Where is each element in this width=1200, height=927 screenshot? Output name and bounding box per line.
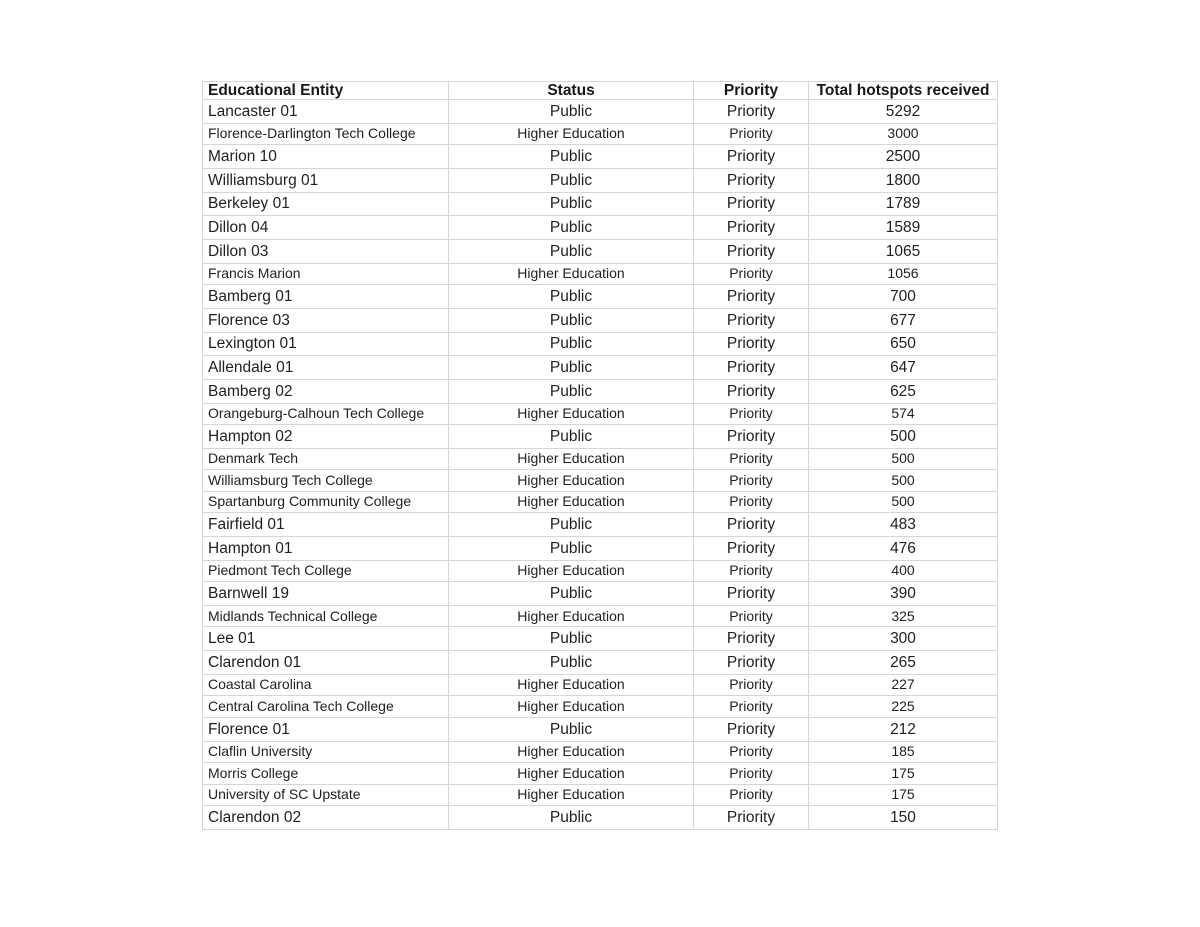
cell-educational-entity: Marion 10: [203, 145, 449, 169]
cell-educational-entity: Claflin University: [203, 741, 449, 763]
cell-status: Higher Education: [449, 560, 694, 582]
cell-status: Public: [449, 356, 694, 380]
cell-total-hotspots-received: 625: [809, 379, 998, 403]
table-row: [203, 491, 998, 513]
table-row: [203, 356, 998, 380]
table-row: [203, 741, 998, 763]
cell-total-hotspots-received: 175: [809, 763, 998, 785]
cell-educational-entity: Orangeburg-Calhoun Tech College: [203, 403, 449, 425]
table-row: [203, 470, 998, 492]
cell-status: Public: [449, 379, 694, 403]
cell-priority: Priority: [694, 379, 809, 403]
cell-educational-entity: Dillon 04: [203, 216, 449, 240]
cell-status: Public: [449, 717, 694, 741]
table-row: [203, 560, 998, 582]
cell-status: Higher Education: [449, 470, 694, 492]
cell-priority: Priority: [694, 403, 809, 425]
cell-educational-entity: Clarendon 02: [203, 806, 449, 830]
cell-total-hotspots-received: 647: [809, 356, 998, 380]
cell-total-hotspots-received: 574: [809, 403, 998, 425]
table-row: [203, 403, 998, 425]
column-header-total-hotspots-received: Total hotspots received: [809, 82, 998, 100]
cell-priority: Priority: [694, 513, 809, 537]
cell-educational-entity: Hampton 02: [203, 425, 449, 449]
cell-status: Public: [449, 582, 694, 606]
cell-educational-entity: Dillon 03: [203, 240, 449, 264]
cell-status: Public: [449, 425, 694, 449]
cell-status: Higher Education: [449, 763, 694, 785]
cell-educational-entity: Piedmont Tech College: [203, 560, 449, 582]
cell-educational-entity: Florence 03: [203, 308, 449, 332]
cell-priority: Priority: [694, 537, 809, 561]
cell-total-hotspots-received: 2500: [809, 145, 998, 169]
cell-priority: Priority: [694, 696, 809, 718]
cell-total-hotspots-received: 300: [809, 627, 998, 651]
cell-priority: Priority: [694, 308, 809, 332]
table-row: [203, 285, 998, 309]
cell-status: Public: [449, 216, 694, 240]
cell-educational-entity: Spartanburg Community College: [203, 491, 449, 513]
cell-priority: Priority: [694, 216, 809, 240]
table-row: [203, 605, 998, 627]
cell-total-hotspots-received: 325: [809, 605, 998, 627]
cell-educational-entity: Williamsburg 01: [203, 168, 449, 192]
cell-educational-entity: Lancaster 01: [203, 100, 449, 124]
cell-total-hotspots-received: 500: [809, 491, 998, 513]
table-row: [203, 240, 998, 264]
table-row: [203, 513, 998, 537]
cell-total-hotspots-received: 5292: [809, 100, 998, 124]
cell-status: Higher Education: [449, 784, 694, 806]
cell-priority: Priority: [694, 651, 809, 675]
cell-priority: Priority: [694, 717, 809, 741]
cell-status: Public: [449, 100, 694, 124]
cell-total-hotspots-received: 225: [809, 696, 998, 718]
cell-educational-entity: Francis Marion: [203, 263, 449, 285]
cell-total-hotspots-received: 700: [809, 285, 998, 309]
cell-status: Higher Education: [449, 741, 694, 763]
cell-priority: Priority: [694, 285, 809, 309]
cell-priority: Priority: [694, 425, 809, 449]
cell-total-hotspots-received: 1065: [809, 240, 998, 264]
cell-status: Higher Education: [449, 491, 694, 513]
cell-educational-entity: Lee 01: [203, 627, 449, 651]
cell-educational-entity: Berkeley 01: [203, 192, 449, 216]
cell-status: Public: [449, 513, 694, 537]
cell-priority: Priority: [694, 332, 809, 356]
cell-priority: Priority: [694, 123, 809, 145]
table-row: [203, 332, 998, 356]
cell-educational-entity: Midlands Technical College: [203, 605, 449, 627]
cell-status: Public: [449, 145, 694, 169]
cell-total-hotspots-received: 483: [809, 513, 998, 537]
cell-priority: Priority: [694, 240, 809, 264]
cell-total-hotspots-received: 265: [809, 651, 998, 675]
table-row: [203, 168, 998, 192]
table-row: [203, 696, 998, 718]
cell-status: Public: [449, 240, 694, 264]
table-row: [203, 192, 998, 216]
column-header-priority: Priority: [694, 82, 809, 100]
cell-status: Public: [449, 627, 694, 651]
cell-status: Higher Education: [449, 674, 694, 696]
cell-total-hotspots-received: 1589: [809, 216, 998, 240]
table-row: [203, 448, 998, 470]
cell-status: Public: [449, 651, 694, 675]
cell-priority: Priority: [694, 145, 809, 169]
table-row: [203, 674, 998, 696]
cell-educational-entity: Morris College: [203, 763, 449, 785]
cell-total-hotspots-received: 1789: [809, 192, 998, 216]
cell-educational-entity: Florence-Darlington Tech College: [203, 123, 449, 145]
cell-total-hotspots-received: 1056: [809, 263, 998, 285]
cell-status: Higher Education: [449, 263, 694, 285]
cell-priority: Priority: [694, 168, 809, 192]
cell-total-hotspots-received: 3000: [809, 123, 998, 145]
table-row: [203, 784, 998, 806]
table-row: [203, 123, 998, 145]
cell-status: Higher Education: [449, 403, 694, 425]
cell-total-hotspots-received: 650: [809, 332, 998, 356]
table-row: [203, 100, 998, 124]
cell-total-hotspots-received: 500: [809, 425, 998, 449]
cell-educational-entity: Bamberg 02: [203, 379, 449, 403]
table-row: [203, 806, 998, 830]
table-row: [203, 379, 998, 403]
cell-educational-entity: Hampton 01: [203, 537, 449, 561]
cell-educational-entity: Allendale 01: [203, 356, 449, 380]
table-row: [203, 216, 998, 240]
table-row: [203, 763, 998, 785]
cell-priority: Priority: [694, 806, 809, 830]
cell-educational-entity: Clarendon 01: [203, 651, 449, 675]
cell-status: Higher Education: [449, 605, 694, 627]
cell-priority: Priority: [694, 356, 809, 380]
table-row: [203, 627, 998, 651]
cell-status: Higher Education: [449, 123, 694, 145]
column-header-educational-entity: Educational Entity: [203, 82, 449, 100]
table-row: [203, 717, 998, 741]
cell-status: Public: [449, 332, 694, 356]
cell-total-hotspots-received: 400: [809, 560, 998, 582]
table-row: [203, 651, 998, 675]
cell-priority: Priority: [694, 263, 809, 285]
cell-priority: Priority: [694, 784, 809, 806]
cell-educational-entity: Williamsburg Tech College: [203, 470, 449, 492]
cell-priority: Priority: [694, 192, 809, 216]
cell-educational-entity: Denmark Tech: [203, 448, 449, 470]
cell-educational-entity: Coastal Carolina: [203, 674, 449, 696]
cell-educational-entity: Central Carolina Tech College: [203, 696, 449, 718]
cell-priority: Priority: [694, 100, 809, 124]
cell-educational-entity: Florence 01: [203, 717, 449, 741]
cell-educational-entity: Fairfield 01: [203, 513, 449, 537]
cell-total-hotspots-received: 1800: [809, 168, 998, 192]
cell-priority: Priority: [694, 627, 809, 651]
cell-priority: Priority: [694, 674, 809, 696]
cell-status: Higher Education: [449, 448, 694, 470]
cell-priority: Priority: [694, 448, 809, 470]
cell-priority: Priority: [694, 741, 809, 763]
cell-total-hotspots-received: 390: [809, 582, 998, 606]
cell-status: Public: [449, 285, 694, 309]
cell-priority: Priority: [694, 491, 809, 513]
table-row: [203, 308, 998, 332]
table-row: [203, 537, 998, 561]
cell-status: Higher Education: [449, 696, 694, 718]
cell-educational-entity: Bamberg 01: [203, 285, 449, 309]
cell-status: Public: [449, 537, 694, 561]
cell-priority: Priority: [694, 763, 809, 785]
cell-total-hotspots-received: 185: [809, 741, 998, 763]
cell-total-hotspots-received: 175: [809, 784, 998, 806]
cell-priority: Priority: [694, 470, 809, 492]
cell-status: Public: [449, 806, 694, 830]
cell-priority: Priority: [694, 582, 809, 606]
column-header-status: Status: [449, 82, 694, 100]
cell-total-hotspots-received: 500: [809, 470, 998, 492]
cell-total-hotspots-received: 150: [809, 806, 998, 830]
cell-total-hotspots-received: 476: [809, 537, 998, 561]
cell-total-hotspots-received: 212: [809, 717, 998, 741]
cell-educational-entity: Lexington 01: [203, 332, 449, 356]
cell-total-hotspots-received: 227: [809, 674, 998, 696]
table-row: [203, 425, 998, 449]
cell-status: Public: [449, 308, 694, 332]
table-row: [203, 145, 998, 169]
table-row: [203, 582, 998, 606]
header-row: [203, 82, 998, 100]
cell-educational-entity: University of SC Upstate: [203, 784, 449, 806]
cell-total-hotspots-received: 500: [809, 448, 998, 470]
cell-total-hotspots-received: 677: [809, 308, 998, 332]
cell-priority: Priority: [694, 560, 809, 582]
cell-priority: Priority: [694, 605, 809, 627]
table-row: [203, 263, 998, 285]
hotspots-table: [202, 81, 998, 830]
cell-educational-entity: Barnwell 19: [203, 582, 449, 606]
cell-status: Public: [449, 168, 694, 192]
cell-status: Public: [449, 192, 694, 216]
